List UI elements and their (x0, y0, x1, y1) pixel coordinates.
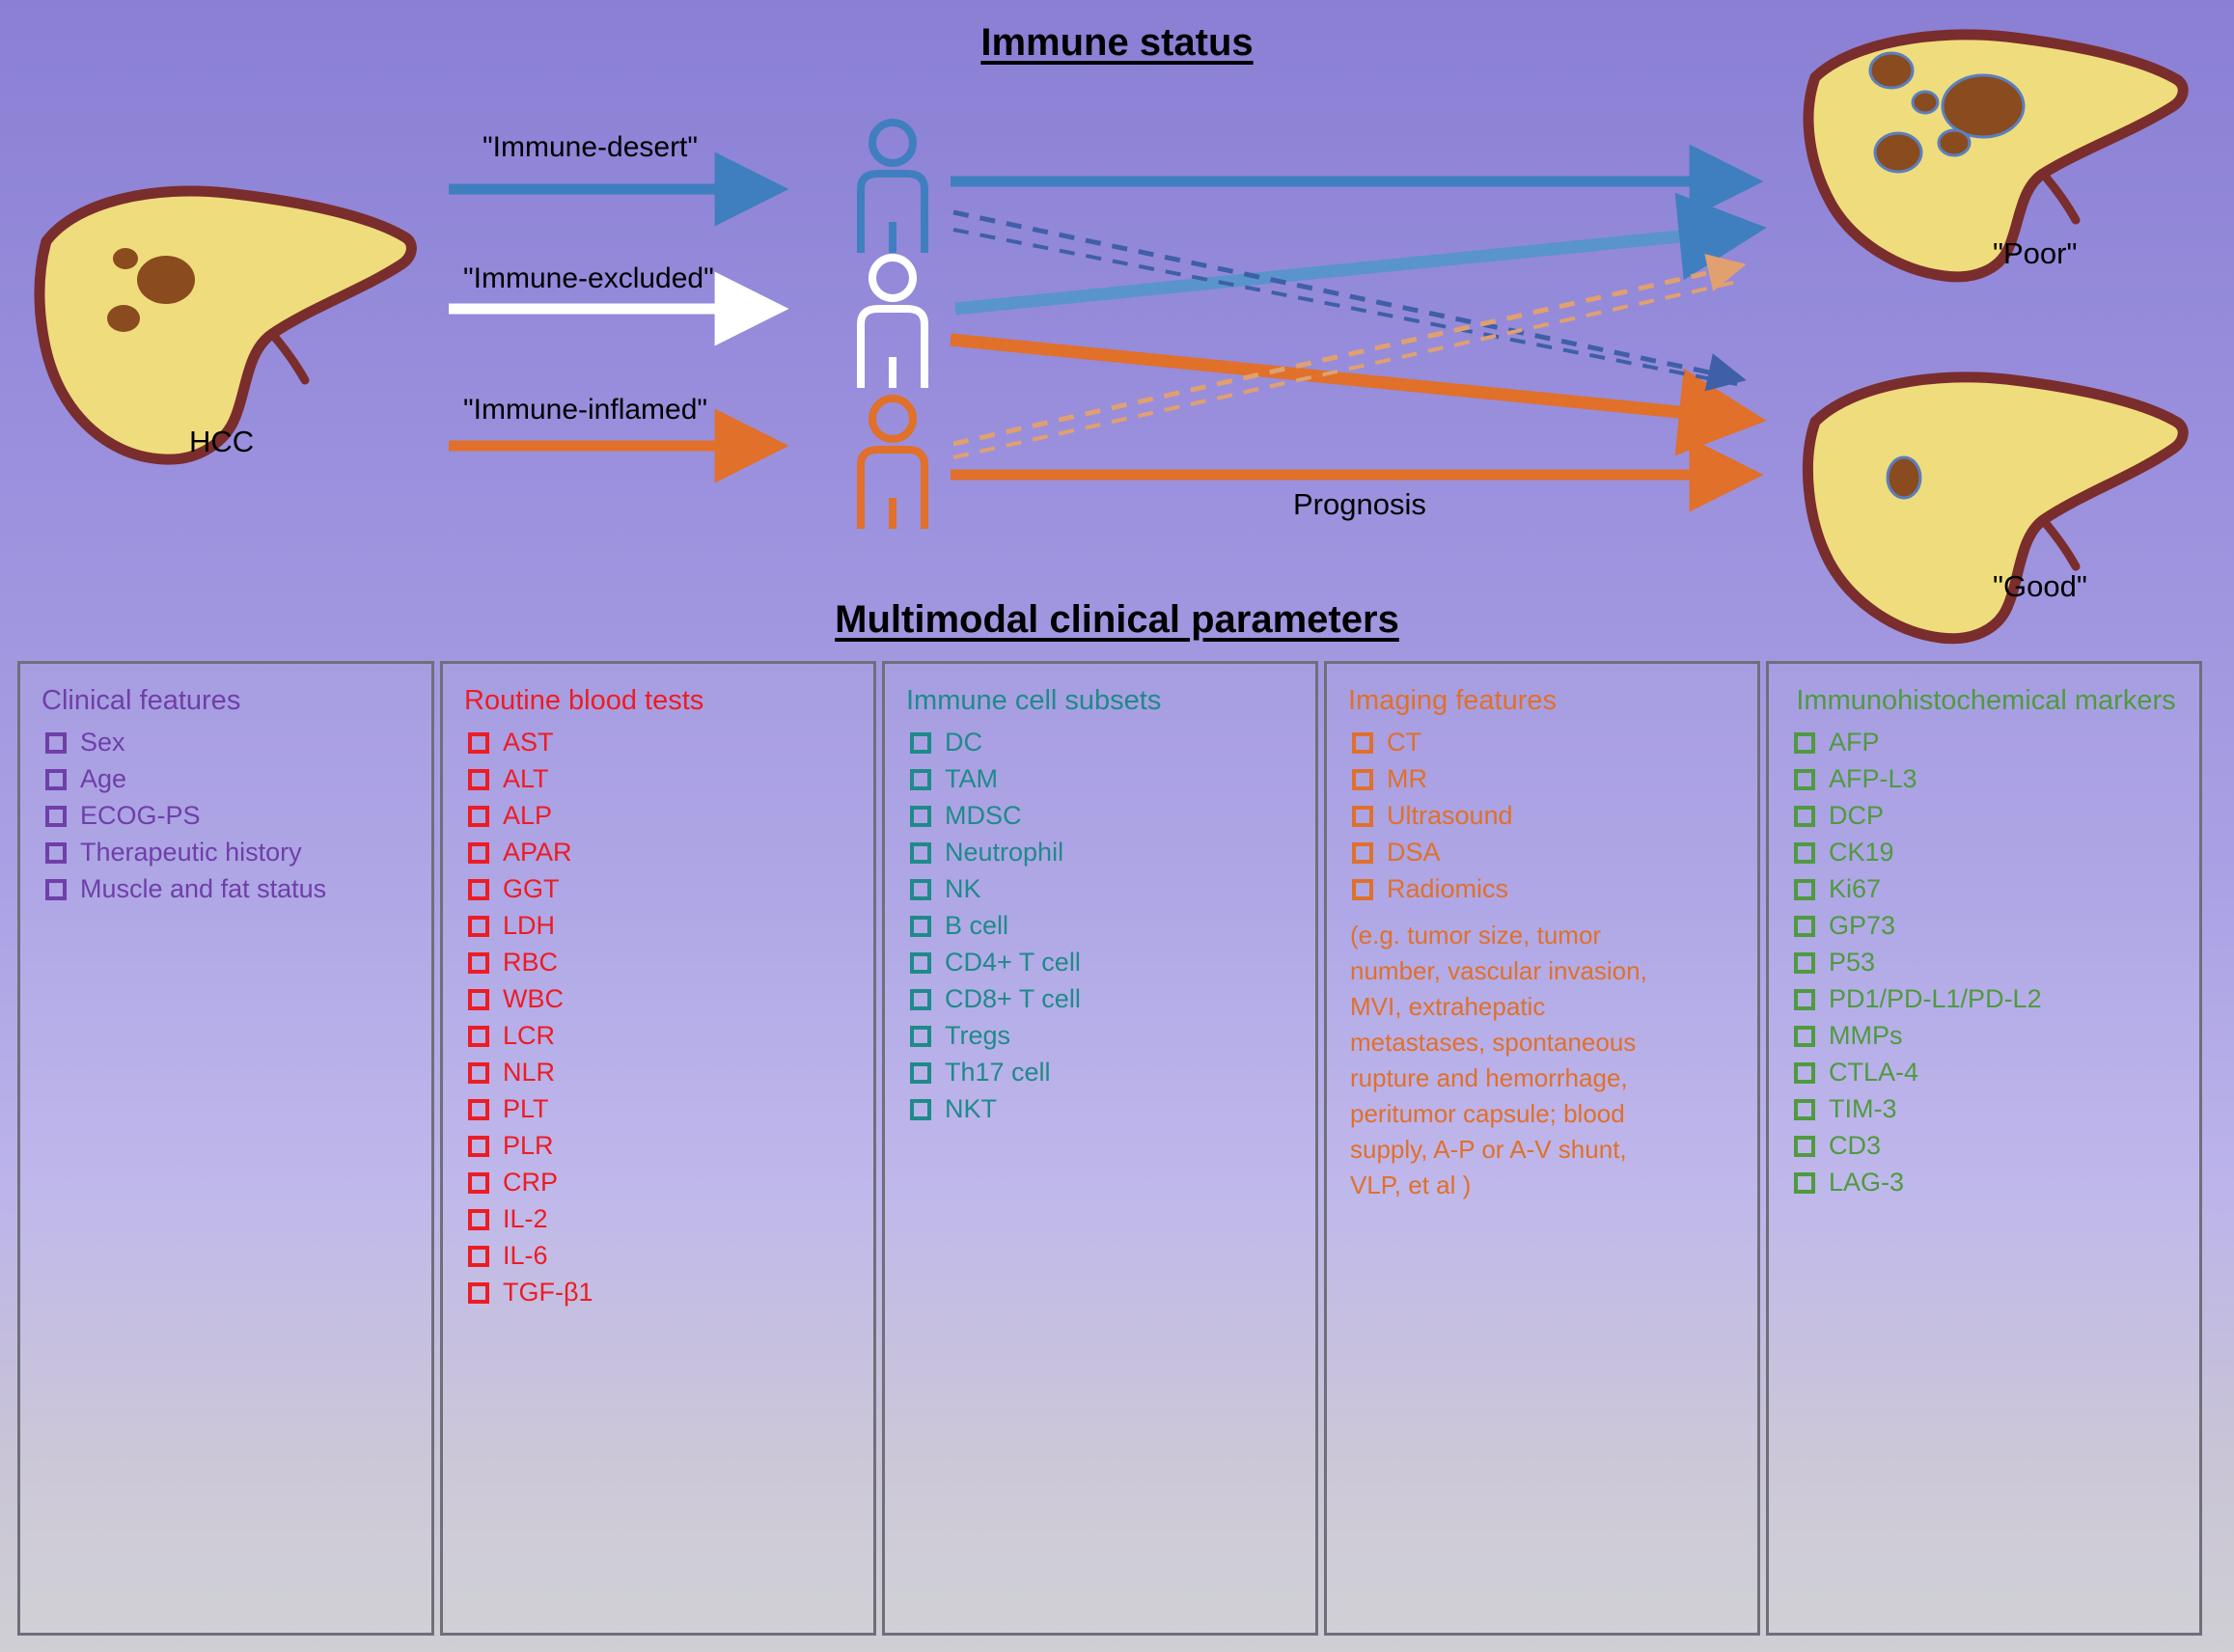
list-item[interactable] (45, 764, 414, 794)
list-item-label: AFP (1829, 728, 1880, 757)
arrow-label-immune-desert: "Immune-desert" (483, 131, 699, 163)
list-item-label: P53 (1829, 948, 1876, 977)
list-item[interactable] (468, 984, 856, 1014)
list-item[interactable] (468, 1168, 856, 1198)
page-title-multimodal: Multimodal clinical parameters (835, 598, 1399, 641)
checkbox-icon[interactable] (468, 732, 489, 754)
checkbox-icon[interactable] (910, 952, 931, 974)
list-item-label: B cell (945, 911, 1009, 941)
checkbox-icon[interactable] (1794, 806, 1815, 827)
imaging-features-note: (e.g. tumor size, tumor number, vascular invasion, MVI, extrahepatic metastases, spontaneous rupture and hemorrhage, peritumor capsule; blood supply, A-P or A-V shunt, VLP, et al ) (1350, 921, 1647, 1199)
list-item-label: NKT (945, 1094, 997, 1124)
list-item-label: ALT (503, 764, 549, 794)
list-item[interactable] (468, 1241, 856, 1271)
list-item-label: GGT (503, 874, 560, 904)
checkbox-icon[interactable] (468, 1246, 489, 1267)
prognosis-label: Prognosis (1293, 487, 1426, 521)
list-item-label: ECOG-PS (80, 801, 201, 831)
list-item[interactable] (910, 911, 1298, 941)
list-item[interactable] (1794, 948, 2182, 977)
checkbox-icon[interactable] (910, 806, 931, 827)
list-item-label: PLR (503, 1131, 554, 1161)
list-item-label: TGF-β1 (503, 1278, 593, 1308)
list-item-label: LCR (503, 1021, 556, 1051)
list-item-label: APAR (503, 838, 572, 867)
checkbox-icon[interactable] (45, 732, 67, 754)
list-item[interactable] (910, 948, 1298, 977)
list-item[interactable] (1352, 764, 1740, 794)
list-item[interactable] (45, 801, 414, 831)
checkbox-icon[interactable] (468, 1026, 489, 1047)
immune-status-schematic (0, 0, 2234, 666)
list-item[interactable] (910, 728, 1298, 757)
list-item-label: Ki67 (1829, 874, 1882, 904)
list-item[interactable] (910, 801, 1298, 831)
list-item-label: LAG-3 (1829, 1168, 1905, 1198)
list-item[interactable] (1794, 1094, 2182, 1124)
list-item[interactable] (1794, 728, 2182, 757)
panel-routine-blood-tests (440, 661, 876, 1636)
checkbox-icon[interactable] (468, 952, 489, 974)
list-item[interactable] (45, 728, 414, 757)
list-item-label: TAM (945, 764, 998, 794)
list-item[interactable] (1794, 984, 2182, 1014)
checkbox-icon[interactable] (910, 732, 931, 754)
list-item-label: CD4+ T cell (945, 948, 1081, 977)
list-item[interactable] (910, 838, 1298, 867)
list-item[interactable] (468, 1278, 856, 1308)
list-item-label: AFP-L3 (1829, 764, 1917, 794)
checkbox-icon[interactable] (910, 916, 931, 937)
outcome-poor-label: "Poor" (1993, 236, 2078, 270)
checkbox-icon[interactable] (1352, 842, 1373, 864)
list-item[interactable] (468, 911, 856, 941)
checkbox-icon[interactable] (45, 879, 67, 900)
multimodal-parameter-panels (17, 661, 2218, 1636)
panel-title-immune-cell-subsets: Immune cell subsets (906, 685, 1162, 716)
list-item[interactable] (910, 874, 1298, 904)
arrow-label-immune-inflamed: "Immune-inflamed" (463, 394, 708, 426)
person-immune-inflamed-icon (840, 394, 946, 538)
list-item[interactable] (45, 838, 414, 867)
checkbox-icon[interactable] (910, 1026, 931, 1047)
checkbox-icon[interactable] (45, 806, 67, 827)
list-item[interactable] (1794, 911, 2182, 941)
checkbox-icon[interactable] (468, 842, 489, 864)
checkbox-icon[interactable] (468, 1172, 489, 1194)
panel-immunohistochemical-markers (1766, 661, 2202, 1636)
checkbox-icon[interactable] (1794, 842, 1815, 864)
list-item-label: PD1/PD-L1/PD-L2 (1829, 984, 2042, 1014)
list-item-label: RBC (503, 948, 559, 977)
list-item-label: NK (945, 874, 981, 904)
list-item-label: CD8+ T cell (945, 984, 1081, 1014)
list-item-label: LDH (503, 911, 556, 941)
list-item[interactable] (468, 1021, 856, 1051)
list-item[interactable] (468, 874, 856, 904)
list-item-label: Therapeutic history (80, 838, 302, 867)
person-immune-excluded-icon (840, 253, 946, 398)
list-item-label: IL-2 (503, 1204, 548, 1234)
panel-imaging-features (1324, 661, 1760, 1636)
list-item[interactable] (1794, 1058, 2182, 1088)
list-item-label: IL-6 (503, 1241, 548, 1271)
list-item-label: TIM-3 (1829, 1094, 1897, 1124)
list-item[interactable] (468, 1131, 856, 1161)
list-item-label: CRP (503, 1168, 559, 1198)
checkbox-icon[interactable] (468, 989, 489, 1010)
panel-title-routine-blood-tests: Routine blood tests (464, 685, 704, 716)
checkbox-icon[interactable] (910, 842, 931, 864)
list-item-label: CD3 (1829, 1131, 1882, 1161)
checkbox-icon[interactable] (468, 1282, 489, 1304)
list-item-label: NLR (503, 1058, 556, 1088)
list-item[interactable] (1794, 838, 2182, 867)
checkbox-icon[interactable] (468, 916, 489, 937)
list-item-label: DC (945, 728, 982, 757)
list-item[interactable] (1352, 728, 1740, 757)
list-item-label: Muscle and fat status (80, 874, 327, 904)
list-item[interactable] (1794, 764, 2182, 794)
list-item-label: Neutrophil (945, 838, 1064, 867)
list-item[interactable] (468, 764, 856, 794)
checkbox-icon[interactable] (1352, 806, 1373, 827)
list-item-label: GP73 (1829, 911, 1896, 941)
list-item[interactable] (468, 1094, 856, 1124)
list-item[interactable] (1794, 1021, 2182, 1051)
checkbox-icon[interactable] (1794, 1062, 1815, 1084)
panel-title-imaging-features: Imaging features (1348, 685, 1558, 716)
arrow-label-immune-excluded: "Immune-excluded" (463, 262, 714, 294)
list-item[interactable] (1794, 801, 2182, 831)
list-item[interactable] (45, 874, 414, 904)
list-item[interactable] (1794, 874, 2182, 904)
list-item-label: MR (1387, 764, 1427, 794)
list-item-label: Ultrasound (1387, 801, 1513, 831)
outcome-good-label: "Good" (1993, 569, 2087, 603)
checkbox-icon[interactable] (1794, 1026, 1815, 1047)
list-item-label: Radiomics (1387, 874, 1509, 904)
checkbox-icon[interactable] (1794, 1099, 1815, 1120)
list-item[interactable] (468, 728, 856, 757)
list-item[interactable] (910, 1021, 1298, 1051)
checkbox-icon[interactable] (1794, 879, 1815, 900)
checkbox-icon[interactable] (1794, 989, 1815, 1010)
checkbox-icon[interactable] (1794, 952, 1815, 974)
panel-immune-cell-subsets (882, 661, 1318, 1636)
checkbox-icon[interactable] (910, 879, 931, 900)
list-item-label: Tregs (945, 1021, 1011, 1051)
checkbox-icon[interactable] (468, 769, 489, 790)
list-item[interactable] (1352, 801, 1740, 831)
list-item[interactable] (468, 838, 856, 867)
person-immune-desert-icon (840, 118, 946, 262)
checkbox-icon[interactable] (910, 1062, 931, 1084)
list-item-label: DCP (1829, 801, 1885, 831)
list-item[interactable] (1794, 1168, 2182, 1198)
list-item[interactable] (910, 984, 1298, 1014)
list-item-label: MDSC (945, 801, 1022, 831)
list-item[interactable] (468, 1204, 856, 1234)
checkbox-icon[interactable] (468, 879, 489, 900)
list-item-label: CK19 (1829, 838, 1894, 867)
list-item-label: PLT (503, 1094, 549, 1124)
list-item-label: CT (1387, 728, 1421, 757)
checkbox-icon[interactable] (468, 1062, 489, 1084)
checkbox-icon[interactable] (1794, 732, 1815, 754)
checkbox-icon[interactable] (468, 1136, 489, 1157)
checkbox-icon[interactable] (45, 842, 67, 864)
list-item-label: Sex (80, 728, 125, 757)
checkbox-icon[interactable] (468, 1099, 489, 1120)
hcc-label: HCC (189, 425, 255, 458)
list-item[interactable] (1352, 874, 1740, 904)
list-item[interactable] (910, 1094, 1298, 1124)
checkbox-icon[interactable] (1794, 1172, 1815, 1194)
list-item-label: CTLA-4 (1829, 1058, 1919, 1088)
checkbox-icon[interactable] (1794, 1136, 1815, 1157)
panel-clinical-features (17, 661, 434, 1636)
list-item-label: AST (503, 728, 554, 757)
list-item-label: MMPs (1829, 1021, 1903, 1051)
list-item-label: DSA (1387, 838, 1441, 867)
panel-title-clinical-features: Clinical features (41, 685, 241, 716)
checkbox-icon[interactable] (1794, 769, 1815, 790)
list-item-label: WBC (503, 984, 564, 1014)
list-item-label: Th17 cell (945, 1058, 1051, 1088)
liver-good-icon (1790, 352, 2195, 651)
list-item-label: ALP (503, 801, 553, 831)
list-item[interactable] (468, 1058, 856, 1088)
checkbox-icon[interactable] (1352, 769, 1373, 790)
checkbox-icon[interactable] (910, 1099, 931, 1120)
checkbox-icon[interactable] (468, 806, 489, 827)
panel-title-immunohistochemical-markers: Immunohistochemical markers (1796, 685, 2176, 716)
checkbox-icon[interactable] (910, 769, 931, 790)
list-item-label: Age (80, 764, 127, 794)
list-item[interactable] (468, 948, 856, 977)
checkbox-icon[interactable] (468, 1209, 489, 1230)
checkbox-icon[interactable] (1352, 879, 1373, 900)
list-item[interactable] (468, 801, 856, 831)
page-title-immune-status: Immune status (980, 21, 1254, 64)
list-item[interactable] (910, 1058, 1298, 1088)
checkbox-icon[interactable] (910, 989, 931, 1010)
list-item[interactable] (1352, 838, 1740, 867)
list-item[interactable] (1794, 1131, 2182, 1161)
checkbox-icon[interactable] (45, 769, 67, 790)
checkbox-icon[interactable] (1794, 916, 1815, 937)
list-item[interactable] (910, 764, 1298, 794)
checkbox-icon[interactable] (1352, 732, 1373, 754)
